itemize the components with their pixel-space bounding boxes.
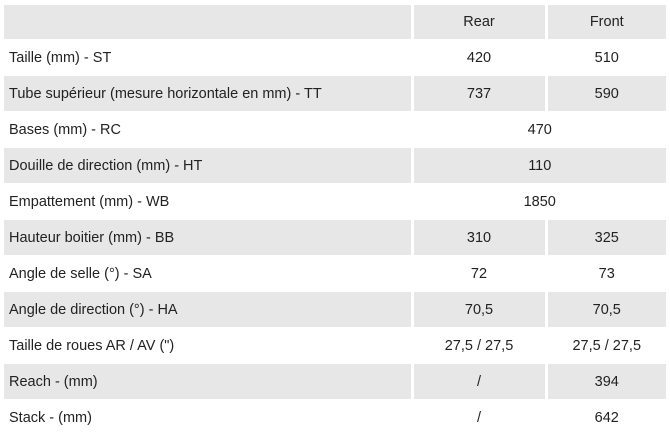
front-value: 510: [546, 40, 666, 76]
shared-value: 1850: [412, 184, 666, 220]
table-row: [4, 112, 666, 148]
front-value: 394: [546, 364, 666, 400]
shared-value: 110: [412, 148, 666, 184]
front-value: 590: [546, 76, 666, 112]
row-label: Taille (mm) - ST: [4, 40, 412, 76]
row-label: Angle de direction (°) - HA: [4, 292, 412, 328]
rear-value: /: [412, 400, 546, 436]
front-value: 325: [546, 220, 666, 256]
row-label: Hauteur boitier (mm) - BB: [4, 220, 412, 256]
table-header-row: [4, 5, 666, 40]
front-value: 70,5: [546, 292, 666, 328]
rear-value: 737: [412, 76, 546, 112]
table-row: [4, 400, 666, 436]
rear-value: 27,5 / 27,5: [412, 328, 546, 364]
row-label: Reach - (mm): [4, 364, 412, 400]
table-row: [4, 256, 666, 292]
table-row: [4, 220, 666, 256]
row-label: Taille de roues AR / AV ("): [4, 328, 412, 364]
rear-value: 310: [412, 220, 546, 256]
table-row: [4, 364, 666, 400]
row-label: Empattement (mm) - WB: [4, 184, 412, 220]
table-row: [4, 148, 666, 184]
table-row: [4, 328, 666, 364]
table-row: [4, 40, 666, 76]
row-label: Stack - (mm): [4, 400, 412, 436]
geometry-table: [4, 5, 666, 436]
row-label: Tube supérieur (mesure horizontale en mm) - TT: [4, 76, 412, 112]
front-value: 73: [546, 256, 666, 292]
table-row: [4, 292, 666, 328]
rear-value: 420: [412, 40, 546, 76]
header-front: Front: [546, 5, 666, 40]
table-row: [4, 184, 666, 220]
front-value: 642: [546, 400, 666, 436]
table-row: [4, 76, 666, 112]
rear-value: 72: [412, 256, 546, 292]
shared-value: 470: [412, 112, 666, 148]
header-rear: Rear: [412, 5, 546, 40]
header-label-cell: [4, 5, 412, 40]
rear-value: /: [412, 364, 546, 400]
row-label: Bases (mm) - RC: [4, 112, 412, 148]
front-value: 27,5 / 27,5: [546, 328, 666, 364]
rear-value: 70,5: [412, 292, 546, 328]
row-label: Angle de selle (°) - SA: [4, 256, 412, 292]
row-label: Douille de direction (mm) - HT: [4, 148, 412, 184]
